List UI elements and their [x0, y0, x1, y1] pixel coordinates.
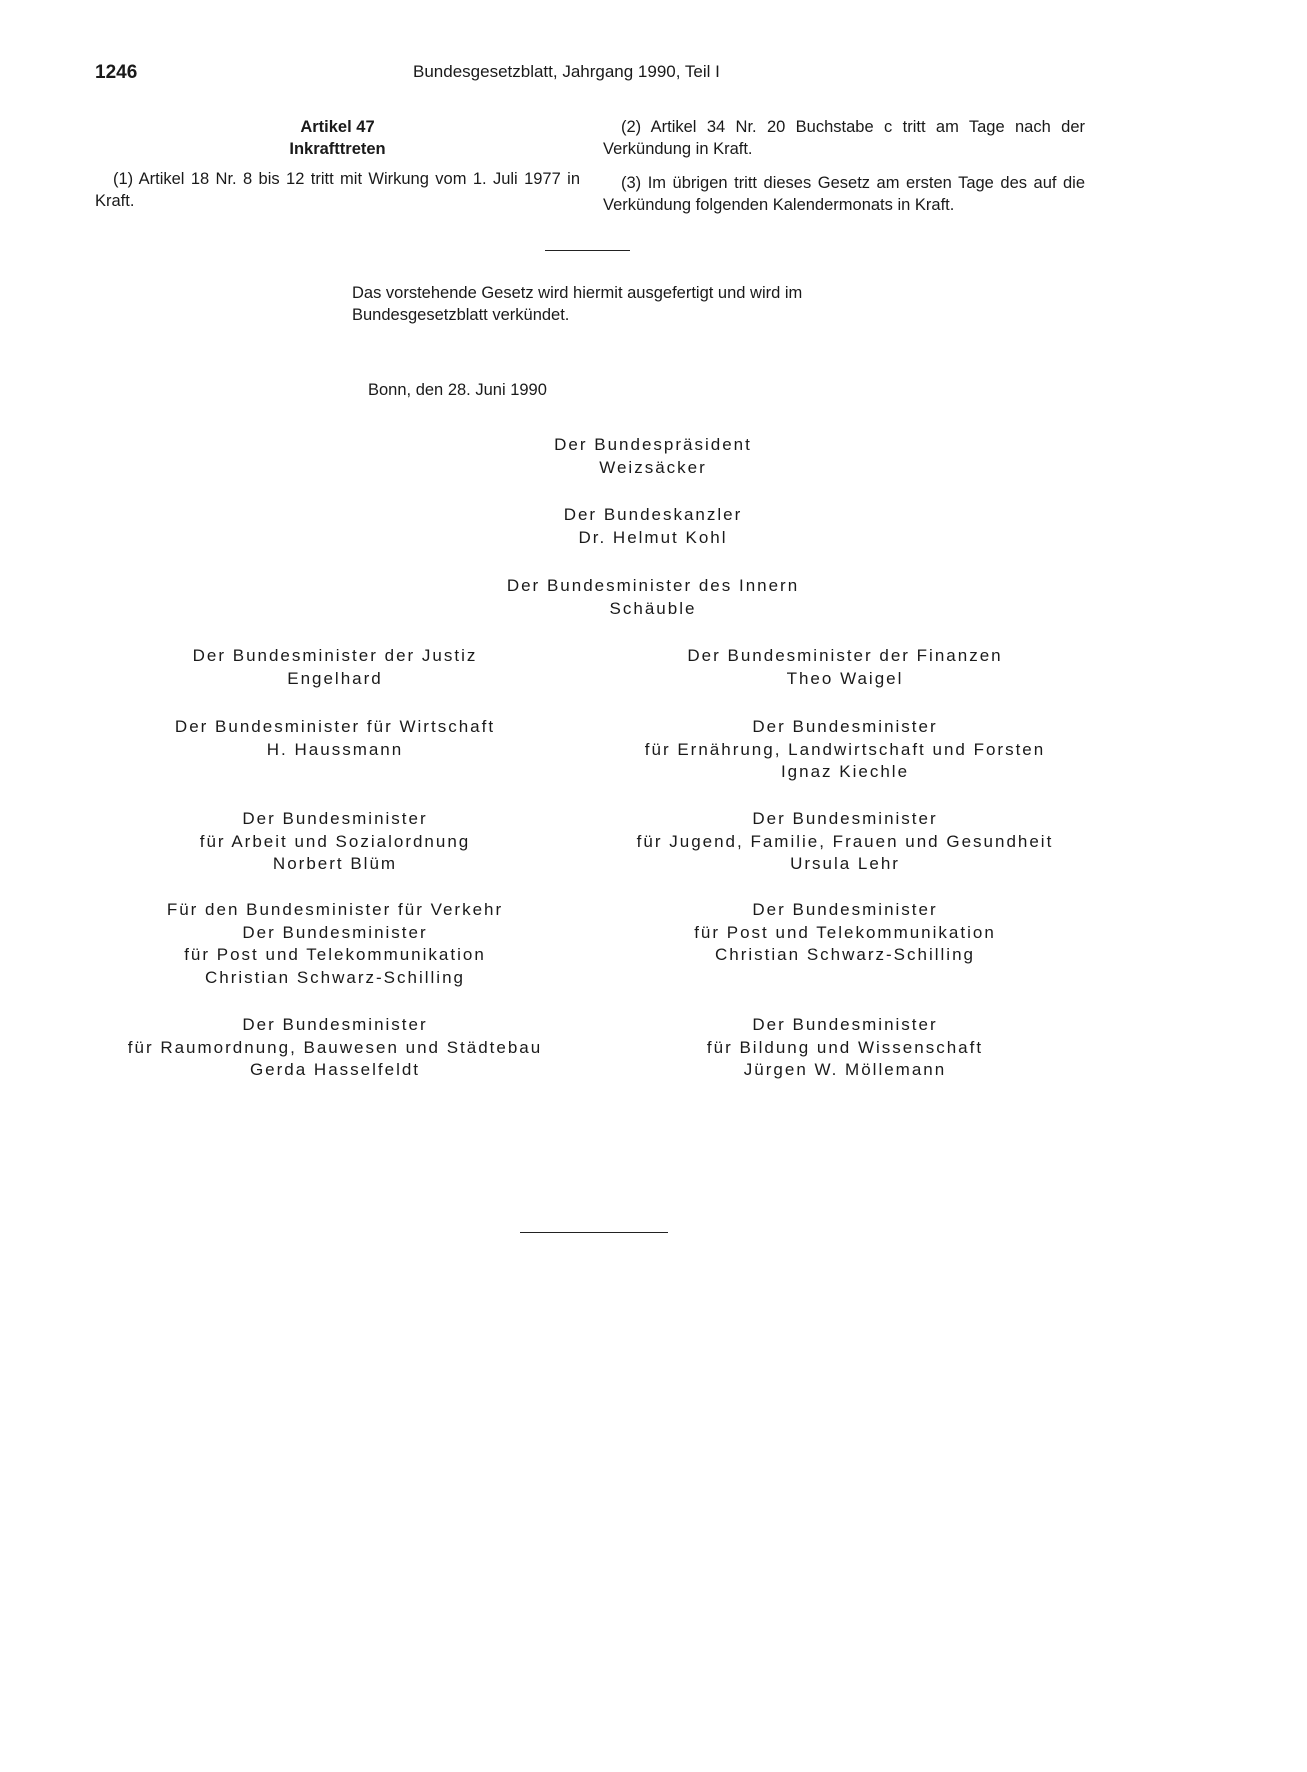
signature-office: Der Bundesminister für Wirtschaft: [174, 717, 496, 736]
paragraph-3: (3) Im übrigen tritt dieses Gesetz am ersten Tage des auf die Verkündung folgenden Kalendermonats in Kraft.: [603, 174, 1085, 214]
signature-name: Christian Schwarz-Schilling: [205, 967, 465, 987]
signature-name: Theo Waigel: [786, 668, 904, 688]
signature-portfolio: für Jugend, Familie, Frauen und Gesundheit: [636, 831, 1054, 851]
running-head: Bundesgesetzblatt, Jahrgang 1990, Teil I: [413, 62, 720, 81]
signature-office: Der Bundesminister: [752, 809, 938, 828]
signature-portfolio: für Post und Telekommunikation: [694, 922, 996, 942]
signature-planning: [90, 1014, 580, 1082]
signature-name: Gerda Hasselfeldt: [249, 1060, 421, 1079]
signature-office: Der Bundesminister der Justiz: [192, 646, 478, 665]
signature-president: [383, 434, 923, 479]
signature-office: Der Bundesminister: [752, 900, 938, 919]
signature-name: Schäuble: [609, 598, 697, 618]
paragraph-2: (2) Artikel 34 Nr. 20 Buchstabe c tritt am Tage nach der Verkündung in Kraft.: [603, 118, 1085, 158]
signature-office: Der Bundesminister der Finanzen: [687, 646, 1003, 665]
end-rule: [520, 1232, 668, 1233]
signature-name: Ignaz Kiechle: [780, 762, 910, 781]
signature-office: Der Bundeskanzler: [563, 505, 743, 524]
signature-name: Engelhard: [287, 668, 383, 688]
section-divider: [545, 250, 630, 251]
promulgation-text: Das vorstehende Gesetz wird hiermit ausgefertigt und wird im Bundesgesetzblatt verkündet.: [352, 284, 803, 324]
signature-portfolio: für Raumordnung, Bauwesen und Städtebau: [127, 1037, 543, 1057]
page-number: 1246: [95, 62, 138, 83]
signature-finance: [590, 645, 1100, 690]
signature-portfolio: für Post und Telekommunikation: [184, 945, 486, 964]
signature-name: Norbert Blüm: [272, 854, 398, 873]
signature-office: Der Bundesminister: [242, 809, 428, 828]
signature-labour: [90, 808, 580, 876]
signature-chancellor: [383, 504, 923, 549]
article-title: Artikel 47: [300, 118, 375, 136]
signature-justice: [90, 645, 580, 690]
signature-education: [590, 1014, 1100, 1082]
signature-portfolio: für Bildung und Wissenschaft: [706, 1037, 984, 1057]
signature-portfolio: für Ernährung, Landwirtschaft und Forsten: [644, 739, 1046, 759]
signature-name: Jürgen W. Möllemann: [743, 1060, 947, 1079]
signature-name: Ursula Lehr: [790, 854, 900, 873]
signature-interior: [383, 575, 923, 620]
signature-name: Christian Schwarz-Schilling: [715, 945, 975, 964]
signature-name: H. Haussmann: [266, 739, 404, 759]
signature-economy: [90, 716, 580, 761]
signature-office: Der Bundesminister: [752, 1015, 938, 1034]
signature-name: Weizsäcker: [599, 457, 707, 477]
signature-youth: [590, 808, 1100, 876]
signature-name: Dr. Helmut Kohl: [578, 527, 728, 547]
signature-office: Der Bundesminister des Innern: [506, 576, 800, 595]
signature-office: Der Bundesminister: [242, 922, 428, 942]
article-left-column: [95, 116, 580, 212]
signature-portfolio: für Arbeit und Sozialordnung: [199, 831, 471, 851]
signature-office: Der Bundesminister: [752, 717, 938, 736]
article-subtitle: Inkrafttreten: [289, 140, 386, 158]
signature-agriculture: [590, 716, 1100, 784]
signature-for-line: Für den Bundesminister für Verkehr: [166, 900, 504, 919]
paragraph-1: (1) Artikel 18 Nr. 8 bis 12 tritt mit Wirkung vom 1. Juli 1977 in Kraft.: [95, 170, 580, 210]
place-date: Bonn, den 28. Juni 1990: [368, 381, 547, 399]
signature-office: Der Bundespräsident: [554, 435, 752, 454]
article-right-column: [603, 116, 1085, 216]
signature-transport: [90, 899, 580, 989]
signature-office: Der Bundesminister: [242, 1015, 428, 1034]
signature-post: [590, 899, 1100, 967]
